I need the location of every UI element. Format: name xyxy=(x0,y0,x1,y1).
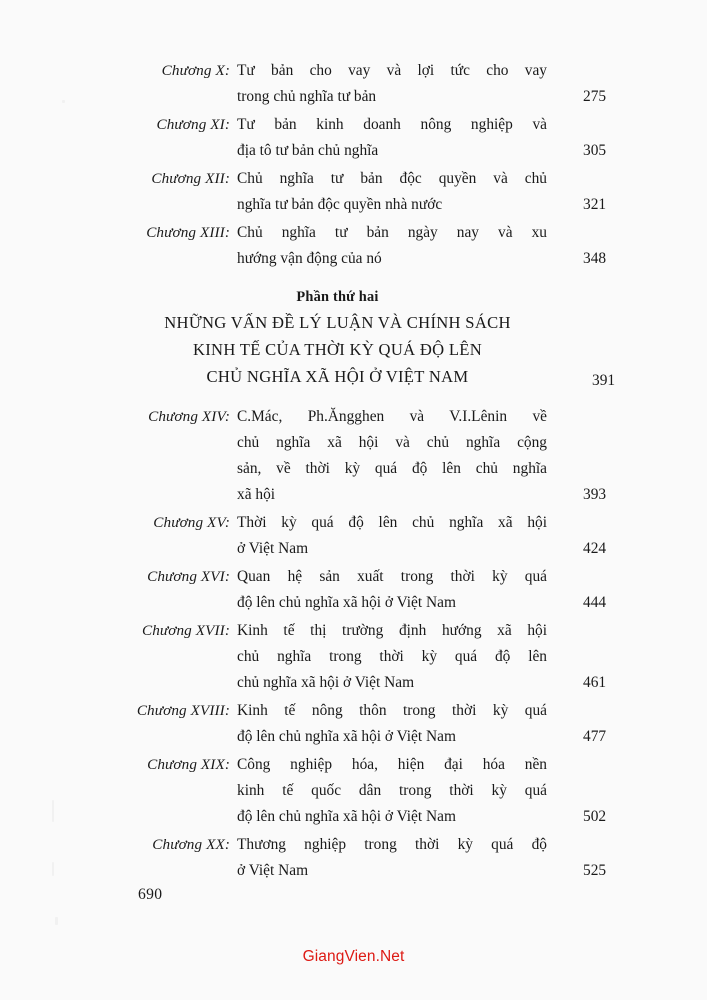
part-heading-text xyxy=(119,286,556,390)
toc-entry-chapter-label: Chương XVI: xyxy=(147,568,230,585)
toc-entry-page-cell xyxy=(547,112,707,164)
toc-entry-title-line: xã hội xyxy=(237,486,276,503)
toc-entry-title-line: Kinh tế thị trường định hướng xã hội xyxy=(237,622,547,639)
folio-page-number: 690 xyxy=(138,886,163,903)
toc-entry-chapter-label: Chương XIII: xyxy=(146,224,230,241)
table-of-contents xyxy=(0,58,707,886)
toc-section-part-two xyxy=(0,404,707,884)
toc-entry-title-line: độ lên chủ nghĩa xã hội ở Việt Nam xyxy=(237,728,456,745)
toc-entry-page-cell xyxy=(547,698,707,750)
part-page-number: 391 xyxy=(592,372,616,389)
toc-entry[interactable] xyxy=(0,166,707,218)
toc-entry-chapter-label: Chương XVIII: xyxy=(136,702,230,719)
site-watermark: GiangVien.Net xyxy=(302,948,405,965)
toc-entry-title-line: Chủ nghĩa tư bản độc quyền và chủ xyxy=(237,170,547,187)
toc-entry-chapter-label: Chương XI: xyxy=(156,116,230,133)
toc-entry-page-cell xyxy=(547,220,707,272)
toc-entry-title-line: kinh tế quốc dân trong thời kỳ quá xyxy=(237,782,547,799)
toc-entry-chapter-label: Chương XV: xyxy=(153,514,230,531)
toc-entry-title-line: địa tô tư bản chủ nghĩa xyxy=(237,142,379,159)
toc-entry[interactable] xyxy=(0,510,707,562)
toc-entry-title xyxy=(237,698,547,750)
part-title-line: CHỦ NGHĨA XÃ HỘI Ở VIỆT NAM xyxy=(206,367,469,386)
toc-entry-title xyxy=(237,404,547,508)
toc-entry-page-cell xyxy=(547,752,707,830)
toc-entry-title xyxy=(237,166,547,218)
toc-entry-chapter-label: Chương XVII: xyxy=(141,622,230,639)
scan-artifact xyxy=(55,917,58,925)
toc-entry[interactable] xyxy=(0,564,707,616)
part-title-line: NHỮNG VẤN ĐỀ LÝ LUẬN VÀ CHÍNH SÁCH xyxy=(164,313,511,332)
toc-entry-page-cell xyxy=(547,618,707,696)
toc-entry-title-line: Thời kỳ quá độ lên chủ nghĩa xã hội xyxy=(237,514,547,531)
toc-entry-page-number: 502 xyxy=(583,808,607,825)
toc-entry-title-line: Thương nghiệp trong thời kỳ quá độ xyxy=(237,836,547,853)
toc-entry-title xyxy=(237,220,547,272)
toc-entry-page-number: 525 xyxy=(583,862,607,879)
toc-entry[interactable] xyxy=(0,58,707,110)
toc-entry-title xyxy=(237,832,547,884)
toc-entry[interactable] xyxy=(0,832,707,884)
toc-section-part-one xyxy=(0,58,707,272)
part-title-line: KINH TẾ CỦA THỜI KỲ QUÁ ĐỘ LÊN xyxy=(192,340,483,359)
toc-entry-title-line: Kinh tế nông thôn trong thời kỳ quá xyxy=(237,702,547,719)
toc-entry-title-line: Tư bản kinh doanh nông nghiệp và xyxy=(237,116,547,133)
toc-entry-chapter-label: Chương XII: xyxy=(151,170,230,187)
toc-entry[interactable] xyxy=(0,404,707,508)
toc-entry-title-line: hướng vận động của nó xyxy=(237,250,382,267)
toc-entry[interactable] xyxy=(0,618,707,696)
toc-entry-title xyxy=(237,564,547,616)
toc-entry-page-number: 275 xyxy=(583,88,607,105)
toc-entry-title-line: ở Việt Nam xyxy=(237,862,309,879)
toc-entry-chapter-label: Chương XIX: xyxy=(147,756,230,773)
toc-entry-title-line: Công nghiệp hóa, hiện đại hóa nền xyxy=(237,756,547,773)
toc-entry[interactable] xyxy=(0,752,707,830)
toc-entry-title-line: Chủ nghĩa tư bản ngày nay và xu xyxy=(237,224,547,241)
toc-entry-title xyxy=(237,112,547,164)
toc-entry-page-number: 477 xyxy=(583,728,607,745)
toc-entry-title-line: chủ nghĩa trong thời kỳ quá độ lên xyxy=(237,648,547,665)
toc-entry-page-cell xyxy=(547,166,707,218)
toc-entry-title xyxy=(237,510,547,562)
toc-entry-page-number: 348 xyxy=(583,250,607,267)
toc-entry-page-cell xyxy=(547,58,707,110)
toc-entry-title-line: nghĩa tư bản độc quyền nhà nước xyxy=(237,196,443,213)
toc-entry-title-line: độ lên chủ nghĩa xã hội ở Việt Nam xyxy=(237,808,456,825)
toc-entry-title-line: Quan hệ sản xuất trong thời kỳ quá xyxy=(237,568,547,585)
toc-entry-title-line: trong chủ nghĩa tư bản xyxy=(237,88,377,105)
toc-entry-title-line: chủ nghĩa xã hội ở Việt Nam xyxy=(237,674,415,691)
toc-entry-page-number: 461 xyxy=(583,674,607,691)
toc-entry-title xyxy=(237,618,547,696)
toc-entry-page-cell xyxy=(547,832,707,884)
toc-entry-title-line: ở Việt Nam xyxy=(237,540,309,557)
toc-entry-chapter-label: Chương XIV: xyxy=(148,408,230,425)
toc-entry-page-number: 393 xyxy=(583,486,607,503)
toc-entry-page-cell xyxy=(547,510,707,562)
part-page-number-cell xyxy=(556,286,707,394)
toc-entry[interactable] xyxy=(0,220,707,272)
toc-entry-title xyxy=(237,58,547,110)
part-heading xyxy=(0,286,707,394)
toc-entry-title xyxy=(237,752,547,830)
part-title xyxy=(119,309,556,390)
toc-entry-title-line: độ lên chủ nghĩa xã hội ở Việt Nam xyxy=(237,594,456,611)
toc-entry-page-number: 321 xyxy=(583,196,607,213)
toc-entry-title-line: C.Mác, Ph.Ăngghen và V.I.Lênin về xyxy=(237,408,547,425)
toc-entry-chapter-label: Chương XX: xyxy=(152,836,230,853)
toc-entry-page-cell xyxy=(547,564,707,616)
toc-entry-page-number: 424 xyxy=(583,540,607,557)
toc-entry[interactable] xyxy=(0,698,707,750)
toc-entry-page-number: 305 xyxy=(583,142,607,159)
toc-entry-chapter-label: Chương X: xyxy=(161,62,230,79)
toc-entry-title-line: sản, về thời kỳ quá độ lên chủ nghĩa xyxy=(237,460,547,477)
toc-entry-page-number: 444 xyxy=(583,594,607,611)
toc-entry-page-cell xyxy=(547,404,707,508)
toc-entry[interactable] xyxy=(0,112,707,164)
toc-entry-title-line: chủ nghĩa xã hội và chủ nghĩa cộng xyxy=(237,434,547,451)
toc-entry-title-line: Tư bản cho vay và lợi tức cho vay xyxy=(237,62,547,79)
part-subtitle: Phần thứ hai xyxy=(296,289,379,305)
